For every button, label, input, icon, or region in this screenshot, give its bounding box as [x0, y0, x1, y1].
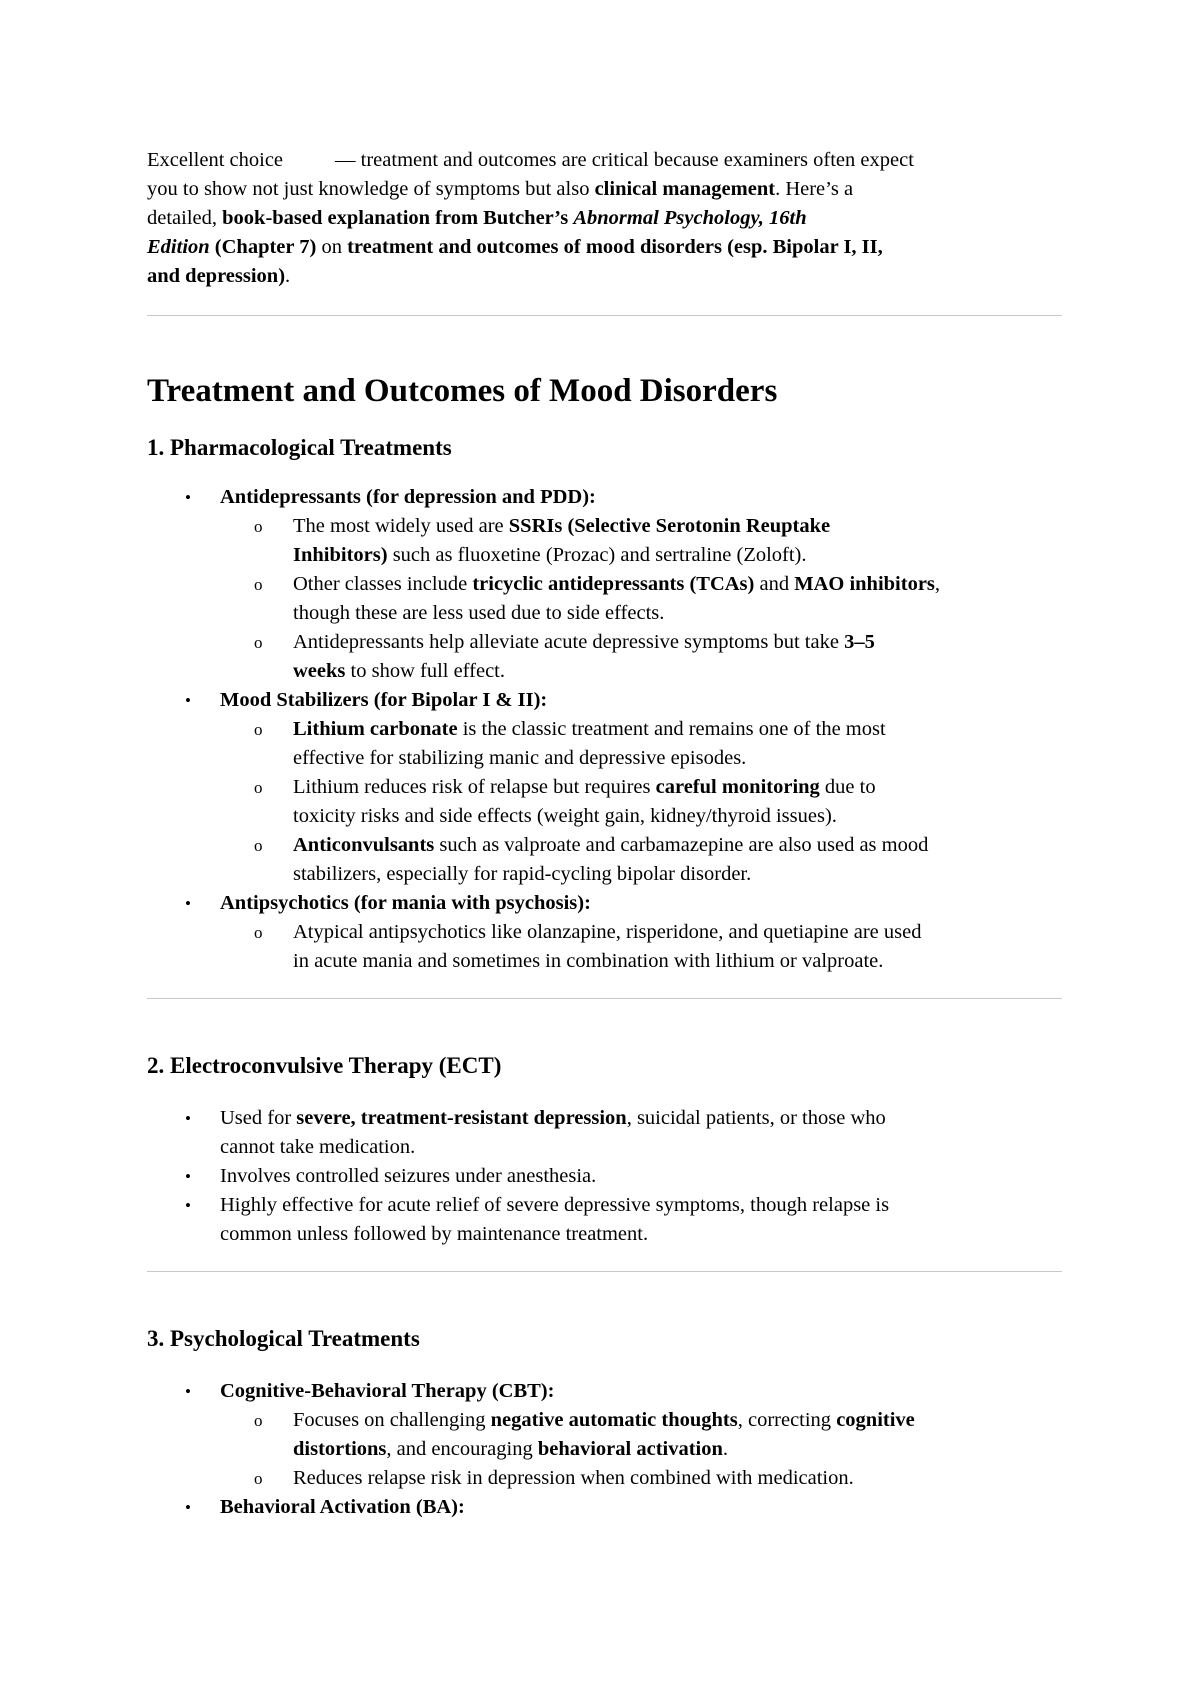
sub-item: o Reduces relapse risk in depression when combined with medication.: [220, 1464, 1062, 1493]
list-item-antipsychotics: • Antipsychotics (for mania with psychosis): o Atypical antipsychotics like olanzapine, risperidone, and quetiapine are used in acute mania and sometimes in combination with lithium or valproate.: [147, 889, 1062, 976]
sub-item: o Atypical antipsychotics like olanzapine, risperidone, and quetiapine are used in acute mania and sometimes in combination with lithium or valproate.: [220, 918, 1062, 976]
list-item: • Involves controlled seizures under anesthesia.: [147, 1162, 1062, 1191]
sub-bullet: o: [254, 778, 263, 797]
intro-paragraph: Excellent choice — treatment and outcomes are critical because examiners often expect you to show not just knowledge of symptoms but also clinical management. Here’s a detailed, book-based explanation from Butcher’s Abnormal Psychology, 16th Edition (Chapter 7) on treatment and outcomes of mood disorders (esp. Bipolar I, II, and depression).: [147, 149, 914, 287]
document-title: Treatment and Outcomes of Mood Disorders: [147, 373, 778, 409]
bullet: •: [185, 1167, 191, 1186]
section-heading-psychological: 3. Psychological Treatments: [147, 1326, 420, 1351]
sub-item: o Anticonvulsants such as valproate and carbamazepine are also used as mood stabilizers, especially for rapid-cycling bipolar disorder.: [220, 831, 1062, 889]
divider: [147, 315, 1062, 316]
sub-bullet: o: [254, 517, 263, 536]
list-item-behavioral-activation: • Behavioral Activation (BA):: [147, 1493, 1062, 1522]
list-item: • Used for severe, treatment-resistant depression, suicidal patients, or those who cannot take medication.: [147, 1104, 1062, 1162]
ect-list: [147, 1104, 1062, 1249]
bullet: •: [185, 1196, 191, 1215]
sub-bullet: o: [254, 575, 263, 594]
sub-item: o The most widely used are SSRIs (Selective Serotonin Reuptake Inhibitors) such as fluoxetine (Prozac) and sertraline (Zoloft).: [220, 512, 1062, 570]
bullet: •: [185, 894, 191, 913]
section-heading-ect: 2. Electroconvulsive Therapy (ECT): [147, 1053, 502, 1078]
sub-bullet: o: [254, 1469, 263, 1488]
list-item-antidepressants: • Antidepressants (for depression and PDD): o The most widely used are SSRIs (Selective Serotonin Reuptake Inhibitors) such as fluoxetine (Prozac) and sertraline (Zoloft). o Other classes include tricyclic antidepressants (TCAs) and MAO inhibitors, though these are less used due to side effects. o Antidepressants help alleviate acute depressive symptoms but take 3–5 weeks to show full effect.: [147, 483, 1062, 686]
bullet: •: [185, 1382, 191, 1401]
sub-bullet: o: [254, 633, 263, 652]
sub-item: o Other classes include tricyclic antidepressants (TCAs) and MAO inhibitors, though these are less used due to side effects.: [220, 570, 1062, 628]
bullet: •: [185, 691, 191, 710]
list-item-cbt: • Cognitive-Behavioral Therapy (CBT): o Focuses on challenging negative automatic thoughts, correcting cognitive distortions, and encouraging behavioral activation. o Reduces relapse risk in depression when combined with medication.: [147, 1377, 1062, 1493]
bullet: •: [185, 1109, 191, 1128]
list-item-mood-stabilizers: • Mood Stabilizers (for Bipolar I & II): o Lithium carbonate is the classic treatment and remains one of the most effective for stabilizing manic and depressive episodes. o Lithium reduces risk of relapse but requires careful monitoring due to toxicity risks and side effects (weight gain, kidney/thyroid issues). o Anticonvulsants such as valproate and carbamazepine are also used as mood stabilizers, especially for rapid-cycling bipolar disorder.: [147, 686, 1062, 889]
sub-bullet: o: [254, 836, 263, 855]
bullet: •: [185, 1498, 191, 1517]
section-heading-pharmacological: 1. Pharmacological Treatments: [147, 435, 452, 460]
document-content: [147, 146, 1062, 1522]
sub-bullet: o: [254, 1411, 263, 1430]
sub-item: o Antidepressants help alleviate acute depressive symptoms but take 3–5 weeks to show full effect.: [220, 628, 1062, 686]
divider: [147, 998, 1062, 999]
list-item: • Highly effective for acute relief of severe depressive symptoms, though relapse is common unless followed by maintenance treatment.: [147, 1191, 1062, 1249]
psychological-list: [147, 1377, 1062, 1522]
sub-item: o Lithium carbonate is the classic treatment and remains one of the most effective for stabilizing manic and depressive episodes.: [220, 715, 1062, 773]
sub-item: o Lithium reduces risk of relapse but requires careful monitoring due to toxicity risks and side effects (weight gain, kidney/thyroid issues).: [220, 773, 1062, 831]
sub-bullet: o: [254, 720, 263, 739]
sub-bullet: o: [254, 923, 263, 942]
sub-item: o Focuses on challenging negative automatic thoughts, correcting cognitive distortions, and encouraging behavioral activation.: [220, 1406, 1062, 1464]
bullet: •: [185, 488, 191, 507]
divider: [147, 1271, 1062, 1272]
pharmacological-list: [147, 483, 1062, 976]
